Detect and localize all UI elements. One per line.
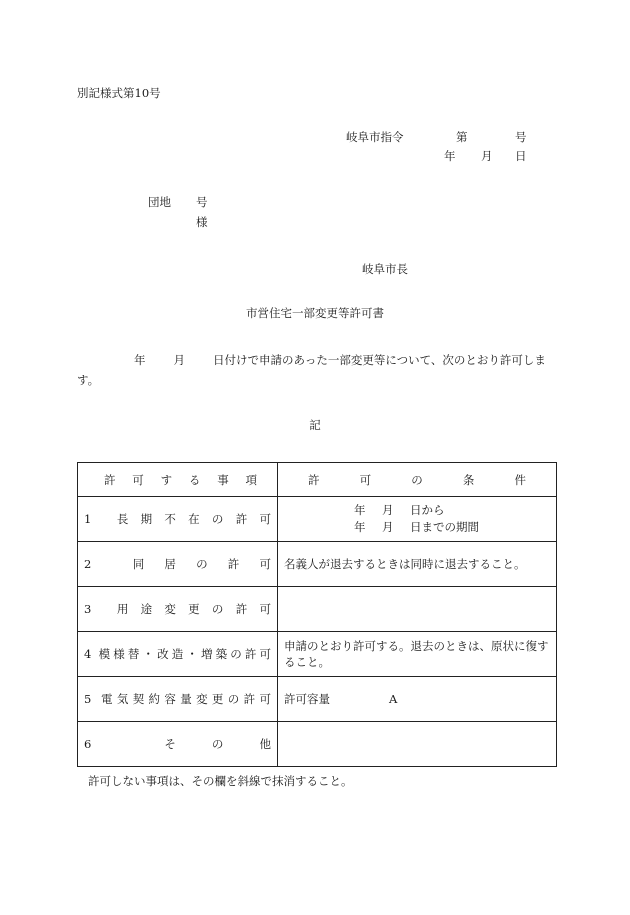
header-matter-cell <box>78 463 278 497</box>
matter-char: 模 <box>98 647 111 661</box>
matter-char: 許 <box>243 692 256 706</box>
capacity-unit: A <box>389 692 398 706</box>
matter-char: 同 <box>132 557 145 571</box>
matter-char: ・ <box>142 647 154 661</box>
condition-text: 名義人が退去するときは同時に退去すること。 <box>284 557 526 571</box>
matter-char: の <box>211 602 224 616</box>
matter-char: 期 <box>140 512 153 526</box>
table-row <box>78 497 557 542</box>
matter-char: 造 <box>171 647 184 661</box>
permission-matter-label <box>84 601 271 617</box>
permission-condition-cell <box>278 722 557 767</box>
header-condition-char: 件 <box>514 472 526 487</box>
matter-char: 契 <box>132 692 145 706</box>
header-matter-char: る <box>188 472 201 487</box>
matter-char: 更 <box>188 602 200 616</box>
matter-char: の <box>196 557 208 571</box>
room-go-label: 号 <box>196 195 208 209</box>
table-header-row <box>78 463 557 497</box>
matter-char: 気 <box>116 692 129 706</box>
table-row <box>78 542 557 587</box>
header-condition-char: の <box>411 472 423 487</box>
matter-char: の <box>227 692 240 706</box>
table-row <box>78 722 557 767</box>
matter-char: 電 <box>101 692 113 706</box>
matter-char: 不 <box>164 512 176 526</box>
issuer-name: 岐阜市長 <box>362 262 408 276</box>
body-month-label: 月 <box>173 353 185 367</box>
date-month-label: 月 <box>481 149 493 163</box>
matter-char: 増 <box>200 647 213 661</box>
header-matter-char: 可 <box>132 472 144 487</box>
row-number: 4 <box>84 647 92 661</box>
matter-char: 量 <box>180 692 192 706</box>
date-day-label: 日 <box>515 149 527 163</box>
city-order-label: 岐阜市指令 <box>346 130 404 144</box>
period-month: 月 <box>382 520 394 534</box>
period-tail: 日から <box>410 503 445 517</box>
permission-matter-cell <box>78 677 278 722</box>
permission-matter-cell <box>78 497 278 542</box>
body-main-text: 日付けで申請のあった一部変更等について、次のとおり許可します。 <box>77 353 546 387</box>
permission-condition-cell <box>278 587 557 632</box>
row-number: 5 <box>84 692 92 706</box>
period-tail: 日までの期間 <box>410 520 479 534</box>
header-matter-char: 許 <box>104 472 116 487</box>
table-row <box>78 587 557 632</box>
period-line2 <box>354 519 550 536</box>
period-year: 年 <box>354 503 366 517</box>
matter-char: 他 <box>259 737 271 751</box>
matter-char: 様 <box>113 647 125 661</box>
permission-condition-cell <box>278 542 557 587</box>
permission-matter-cell <box>78 542 278 587</box>
order-dai-label: 第 <box>456 130 468 144</box>
header-matter-char: 事 <box>217 472 229 487</box>
matter-char: 許 <box>235 512 248 526</box>
header-matter-char: す <box>160 472 173 487</box>
permission-matter-label <box>84 646 271 662</box>
header-condition-char: 許 <box>308 472 320 487</box>
matter-char: 途 <box>140 602 153 616</box>
date-year-label: 年 <box>444 149 456 163</box>
header-condition-char: 可 <box>359 472 372 487</box>
header-matter-char: 項 <box>245 472 257 487</box>
matter-char: 可 <box>259 557 271 571</box>
matter-char: 長 <box>116 512 129 526</box>
matter-char: 許 <box>235 602 248 616</box>
permission-matter-cell <box>78 722 278 767</box>
period-year: 年 <box>354 520 366 534</box>
permission-matter-label <box>84 556 271 572</box>
matter-char: 用 <box>116 602 129 616</box>
permission-condition-cell <box>278 497 557 542</box>
permission-matter-cell <box>78 632 278 677</box>
permission-matter-cell <box>78 587 278 632</box>
permission-condition-cell <box>278 632 557 677</box>
matter-char: 築 <box>215 647 228 661</box>
capacity-label: 許可容量 <box>284 692 330 706</box>
footnote: 許可しない事項は、その欄を斜線で抹消すること。 <box>88 774 353 788</box>
row-number: 6 <box>84 737 92 751</box>
ki-heading: 記 <box>309 418 321 432</box>
matter-char: 居 <box>164 557 176 571</box>
matter-char: 許 <box>244 647 257 661</box>
row-number: 2 <box>84 557 92 571</box>
document-title: 市営住宅一部変更等許可書 <box>246 306 384 320</box>
form-number: 別記様式第10号 <box>77 86 161 100</box>
table-row <box>78 632 557 677</box>
permission-matter-label <box>84 736 271 752</box>
matter-char: 改 <box>157 647 169 661</box>
row-number: 1 <box>84 512 92 526</box>
matter-char: 約 <box>148 692 161 706</box>
matter-char: ・ <box>186 647 198 661</box>
order-go-label: 号 <box>515 130 527 144</box>
matter-char: 変 <box>164 602 176 616</box>
matter-char: 更 <box>211 692 224 706</box>
matter-char: の <box>211 512 224 526</box>
header-condition-char: 条 <box>462 472 475 487</box>
header-condition-cell <box>278 463 557 497</box>
matter-char: 可 <box>259 692 271 706</box>
matter-char: 容 <box>164 692 176 706</box>
period-line1 <box>354 502 550 519</box>
permission-matter-label <box>84 691 271 707</box>
matter-char: 可 <box>259 512 271 526</box>
matter-char: 可 <box>259 647 271 661</box>
matter-char: 変 <box>196 692 208 706</box>
permission-table <box>77 462 557 767</box>
body-paragraph <box>77 350 562 390</box>
permission-matter-label <box>84 511 271 527</box>
danchi-label: 団地 <box>148 195 171 209</box>
addressee-honorific: 様 <box>196 215 208 229</box>
condition-text: 申請のとおり許可する。退去のときは、原状に復すること。 <box>284 639 549 669</box>
permission-condition-cell <box>278 677 557 722</box>
matter-char: 許 <box>227 557 240 571</box>
matter-char: 在 <box>188 512 200 526</box>
matter-char: 替 <box>127 647 140 661</box>
matter-char: の <box>230 647 242 661</box>
matter-char: そ <box>164 737 176 751</box>
matter-char: 可 <box>259 602 271 616</box>
table-row <box>78 677 557 722</box>
matter-char: の <box>211 737 224 751</box>
body-year-label: 年 <box>134 353 146 367</box>
row-number: 3 <box>84 602 92 616</box>
period-month: 月 <box>382 503 394 517</box>
